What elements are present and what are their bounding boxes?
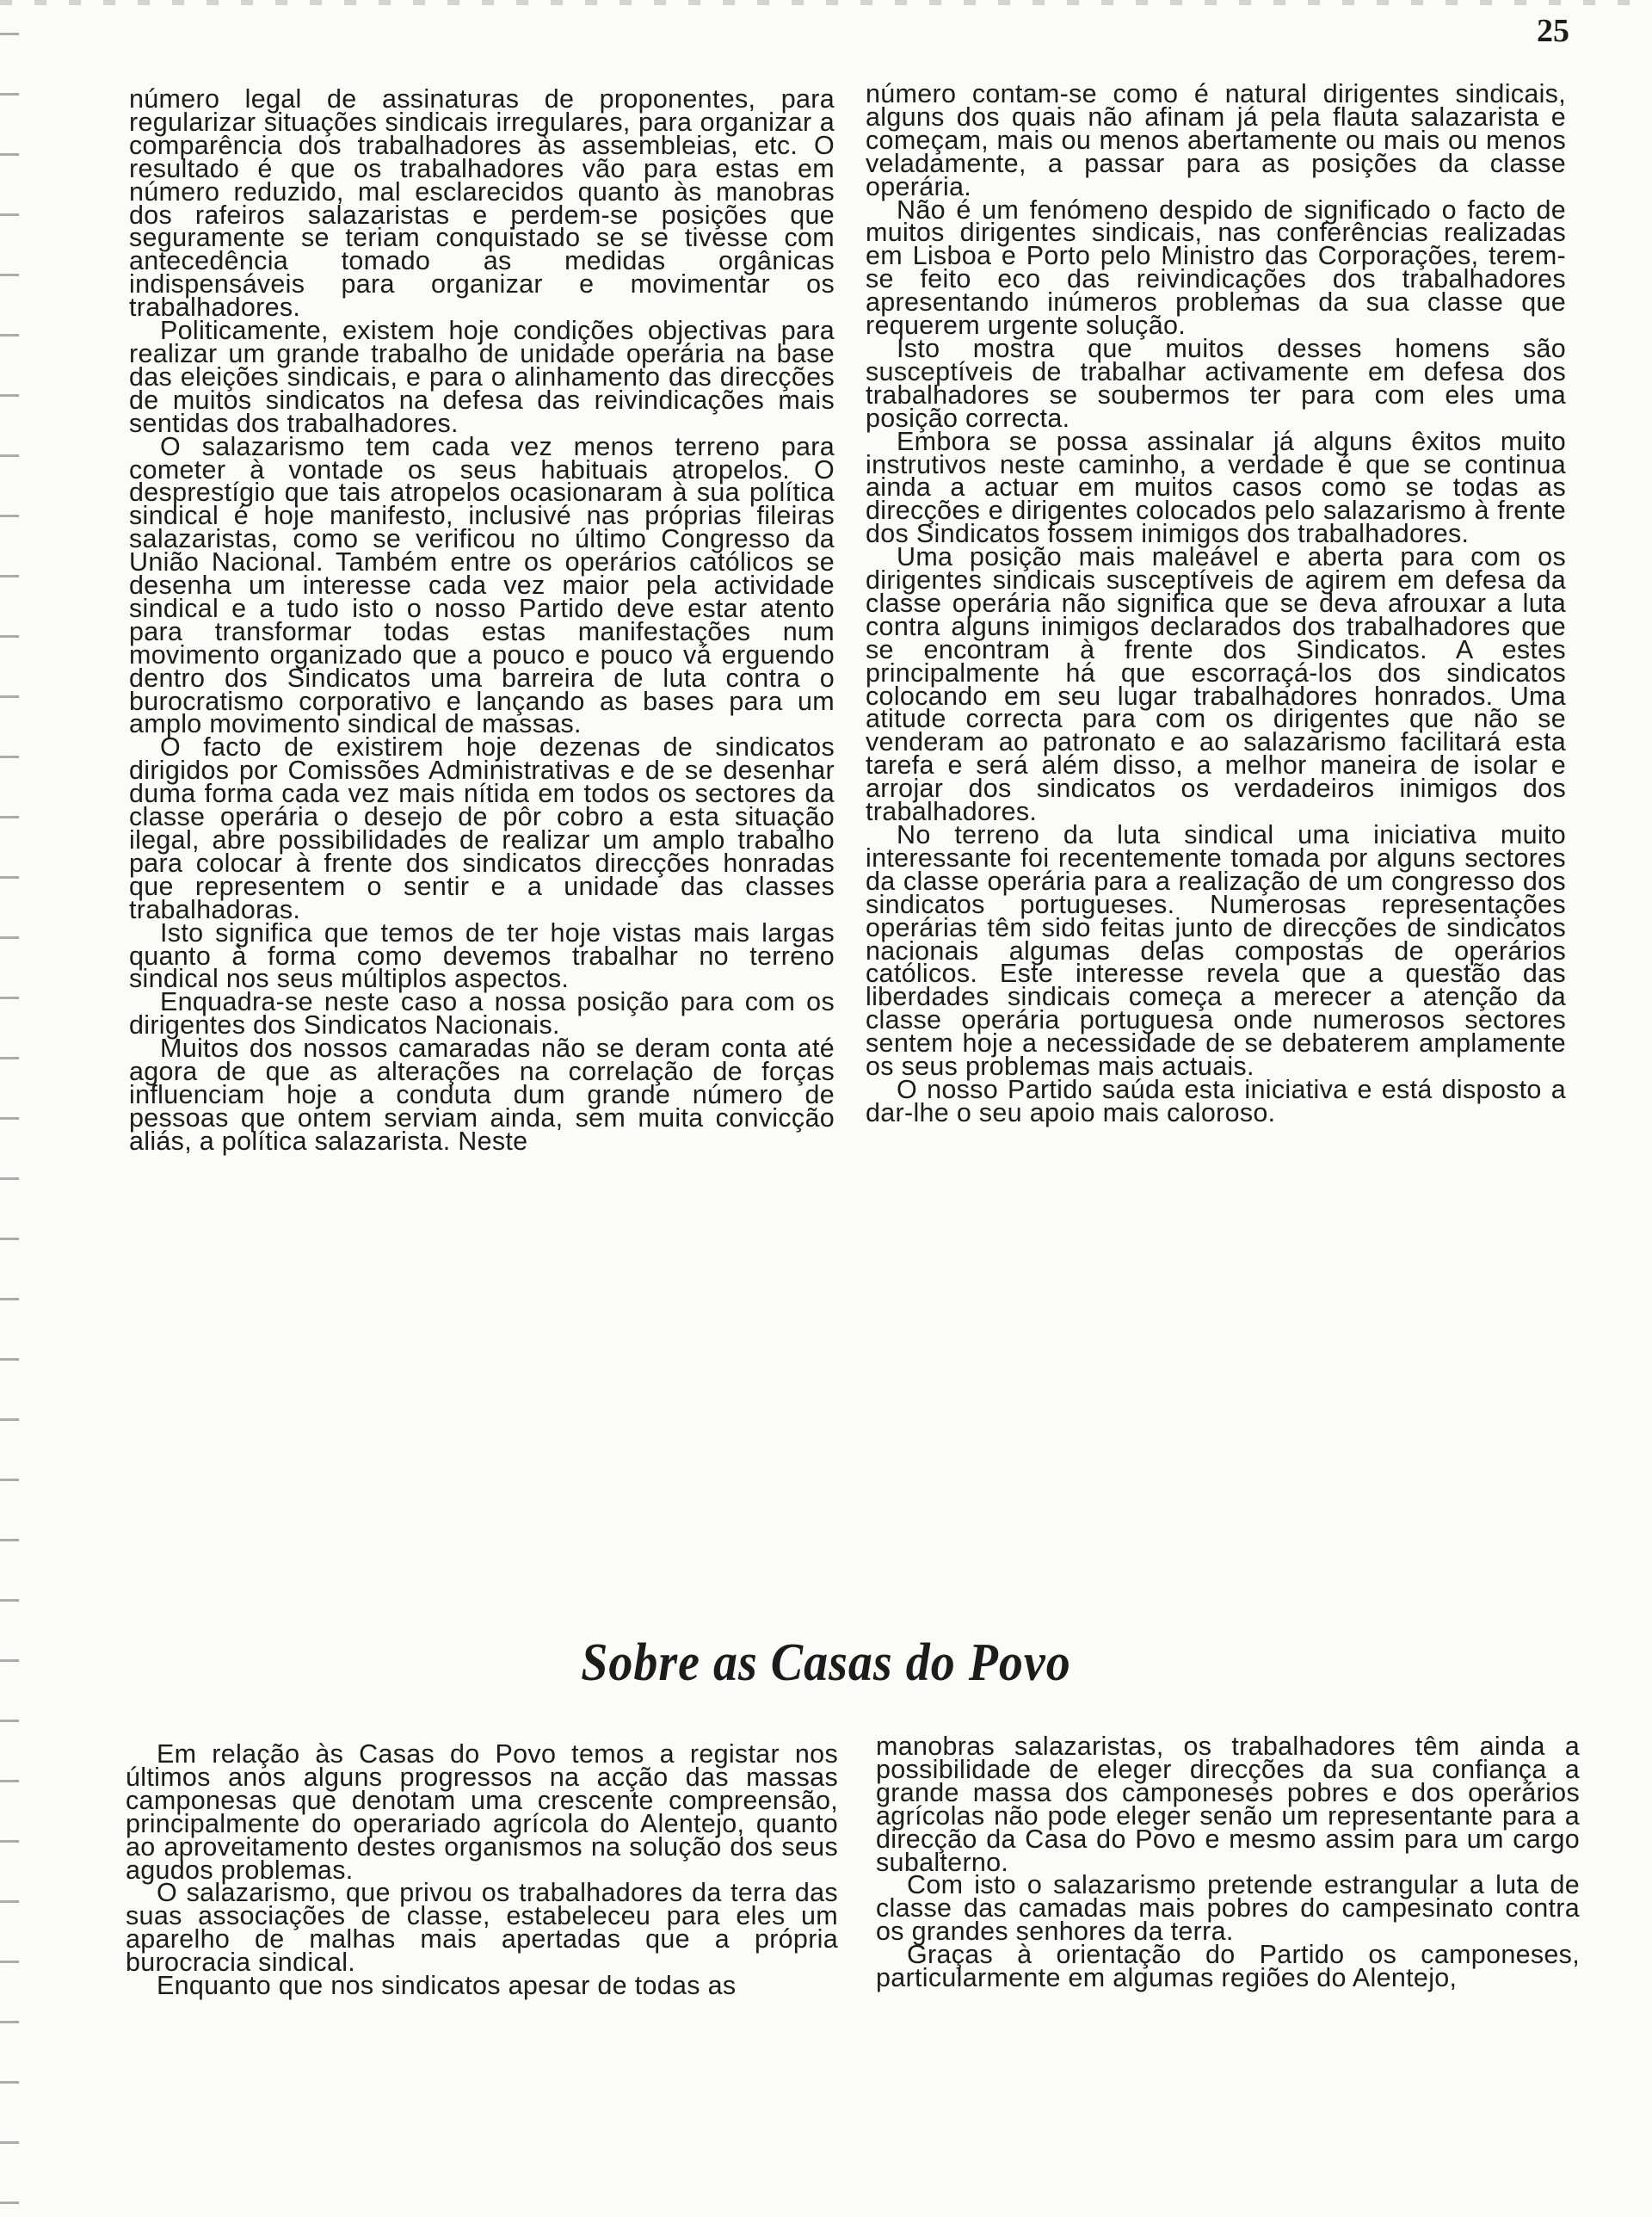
paragraph: número contam-se como é natural dirigentes sindicais, alguns dos quais não afinam já pela flauta salazarista e começam, mais ou menos abertamente ou mais ou menos veladamente, a passar para as posições da classe operária.: [866, 79, 1566, 201]
paragraph: Muitos dos nossos camaradas não se deram conta até agora de que as alterações na correlação de forças influenciam hoje a conduta dum grande número de pessoas que ontem serviam ainda, sem muita convicção aliás, a política salazarista. Neste: [129, 1034, 835, 1156]
paragraph: O salazarismo, que privou os trabalhadores da terra das suas associações de classe, estabeleceu para eles um aparelho de malhas mais apertadas que a própria burocracia sindical.: [126, 1878, 838, 1978]
paragraph: manobras salazaristas, os trabalhadores têm ainda a possibilidade de eleger direcções da sua confiança a grande massa dos camponeses pobres e dos operários agrícolas não pode eleger senão um representante para a direcção da Casa do Povo e mesmo assim para um cargo subalterno.: [876, 1732, 1580, 1877]
paragraph: Não é um fenómeno despido de significado o facto de muitos dirigentes sindicais, nas conferências realizadas em Lisboa e Porto pelo Ministro das Corporações, terem-se feito eco das reivindicações dos trabalhadores apresentando inúmeros problemas da sua classe que requerem urgente solução.: [866, 195, 1566, 341]
paragraph: O salazarismo tem cada vez menos terreno para cometer à vontade os seus habituais atropelos. O desprestígio que tais atropelos ocasionaram à sua política sindical é hoje manifesto, inclusivé nas próprias fileiras salazaristas, como se verificou no último Congresso da União Nacional. Também entre os operários católicos se desenha um interesse cada vez maior pela actividade sindical e a tudo isto o nosso Partido deve estar atento para transformar todas estas manifestações num movimento organizado que a pouco e pouco vá erguendo dentro dos Sindicatos uma barreira de luta contra o burocratismo corporativo e lançando as bases para um amplo movimento sindical de massas.: [129, 431, 835, 739]
top-right-column: [866, 79, 1566, 1127]
page-number: 25: [1537, 13, 1569, 49]
paragraph: Embora se possa assinalar já alguns êxitos muito instrutivos neste caminho, a verdade é que se continua ainda a actuar em muitos casos como se todas as direcções e dirigentes colocados pelo salazarismo à frente dos Sindicatos fossem inimigos dos trabalhadores.: [866, 426, 1566, 549]
paragraph: Isto significa que temos de ter hoje vistas mais largas quanto à forma como devemos trabalhar no terreno sindical nos seus múltiplos aspectos.: [129, 917, 835, 994]
paragraph: Enquanto que nos sindicatos apesar de todas as: [157, 1971, 737, 2001]
paragraph: Politicamente, existem hoje condições objectivas para realizar um grande trabalho de unidade operária na base das eleições sindicais, e para o alinhamento das direcções de muitos sindicatos na defesa das reivindicações mais sentidas dos trabalhadores.: [129, 316, 835, 438]
paragraph: Uma posição mais maleável e aberta para com os dirigentes sindicais susceptíveis de agirem em defesa da classe operária não significa que se deva afrouxar a luta contra alguns inimigos declarados dos trabalhadores que se encontram à frente dos Sindicatos. A estes principalmente há que escorraçá-los dos sindicatos colocando em seu lugar trabalhadores honrados. Uma atitude correcta para com os dirigentes que não se venderam ao patronato e ao salazarismo facilitará esta tarefa e será além disso, a melhor maneira de isolar e arrojar dos sindicatos os verdadeiros inimigos dos trabalhadores.: [866, 542, 1566, 827]
paragraph: No terreno da luta sindical uma iniciativa muito interessante foi recentemente tomada por alguns sectores da classe operária para a realização de um congresso dos sindicatos portugueses. Numerosas representações operárias têm sido feitas junto de direcções de sindicatos nacionais algumas delas compostas de operários católicos. Este interesse revela que a questão das liberdades sindicais começa a merecer a atenção da classe operária portuguesa onde numerosos sectores sentem hoje a necessidade de se debaterem amplamente os seus problemas mais actuais.: [866, 820, 1566, 1082]
paragraph: Graças à orientação do Partido os camponeses, particularmente em algumas regiões do Alentejo,: [876, 1940, 1580, 1993]
scan-top-edge: [0, 0, 1652, 5]
paragraph: O nosso Partido saúda esta iniciativa e está disposto a dar-lhe o seu apoio mais caloroso.: [866, 1074, 1566, 1127]
bottom-left-column: [126, 1739, 838, 2001]
scan-margin-marks: [0, 0, 19, 2217]
paragraph: Com isto o salazarismo pretende estrangular a luta de classe das camadas mais pobres do campesinato contra os grandes senhores da terra.: [876, 1870, 1580, 1947]
paragraph: Isto mostra que muitos desses homens são susceptíveis de trabalhar activamente em defesa dos trabalhadores se soubermos ter para com eles uma posição correcta.: [866, 333, 1566, 433]
section-title: Sobre as Casas do Povo: [581, 1633, 1071, 1693]
paragraph: O facto de existirem hoje dezenas de sindicatos dirigidos por Comissões Administrativas e de se desenhar duma forma cada vez mais nítida em todos os sectores da classe operária o desejo de pôr cobro a esta situação ilegal, abre possibilidades de realizar um amplo trabalho para colocar à frente dos sindicatos direcções honradas que representem o sentir e a unidade das classes trabalhadoras.: [129, 732, 835, 924]
paragraph: Enquadra-se neste caso a nossa posição para com os dirigentes dos Sindicatos Nacionais.: [129, 987, 835, 1041]
paragraph: Em relação às Casas do Povo temos a registar nos últimos anos alguns progressos na acção das massas camponesas que denotam uma crescente compreensão, principalmente do operariado agrícola do Alentejo, quanto ao aproveitamento destes organismos na solução dos seus agudos problemas.: [126, 1739, 838, 1885]
top-left-column: [129, 84, 835, 1156]
bottom-right-column: [876, 1732, 1580, 1993]
paragraph: número legal de assinaturas de proponentes, para regularizar situações sindicais irregulares, para organizar a comparência dos trabalhadores às assembleias, etc. O resultado é que os trabalhadores vão para estas em número reduzido, mal esclarecidos quanto às manobras dos rafeiros salazaristas e perdem-se posições que seguramente se teriam conquistado se se tivesse com antecedência tomado as medidas orgânicas indispensáveis para organizar e movimentar os trabalhadores.: [129, 84, 835, 323]
